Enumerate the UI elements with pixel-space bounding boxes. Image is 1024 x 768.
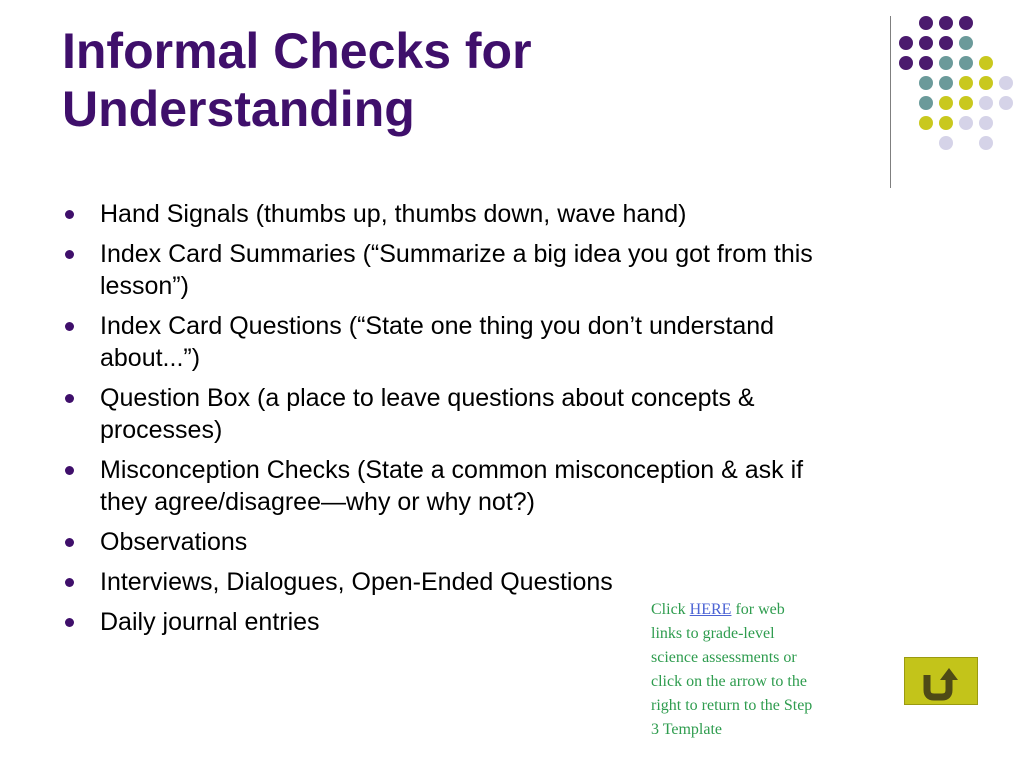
note-line-2: links to grade-level — [651, 625, 775, 642]
bullet-icon — [65, 578, 74, 587]
decorative-dot — [959, 116, 973, 130]
bullet-text: Daily journal entries — [100, 608, 320, 636]
decorative-dot — [959, 76, 973, 90]
bullet-item — [62, 198, 962, 230]
note-line-5: right to return to the Step — [651, 697, 813, 714]
decorative-dot — [939, 56, 953, 70]
bullet-text-continued: processes) — [100, 416, 223, 444]
slide-title-line-1: Informal Checks for — [62, 23, 532, 79]
decorative-dot — [999, 76, 1013, 90]
decorative-dot — [979, 76, 993, 90]
here-link[interactable]: HERE — [689, 601, 732, 618]
decorative-dot — [919, 16, 933, 30]
decorative-dot — [979, 116, 993, 130]
bullet-text: Index Card Questions (“State one thing you don’t understand — [100, 312, 775, 340]
return-to-template-button[interactable] — [904, 657, 978, 705]
decorative-dot — [919, 96, 933, 110]
decorative-dot-grid — [906, 16, 1006, 166]
decorative-dot — [919, 36, 933, 50]
decorative-dot — [919, 76, 933, 90]
bullet-text-continued: they agree/disagree—why or why not?) — [100, 488, 535, 516]
bullet-item — [62, 238, 962, 302]
decorative-dot — [919, 116, 933, 130]
bullet-text: Question Box (a place to leave questions about concepts & — [100, 384, 755, 412]
note-prefix: Click — [651, 601, 686, 618]
bullet-icon — [65, 618, 74, 627]
bullet-item — [62, 310, 962, 374]
bullet-text: Hand Signals (thumbs up, thumbs down, wave hand) — [100, 200, 687, 228]
decorative-dot — [959, 96, 973, 110]
decorative-dot — [939, 96, 953, 110]
note-line-1-rest: for web — [735, 601, 785, 618]
decorative-dot — [899, 36, 913, 50]
bullet-item — [62, 526, 962, 558]
slide-title — [62, 22, 822, 138]
note-line-6: 3 Template — [651, 721, 723, 738]
header-divider — [890, 16, 891, 188]
slide-title-line-2: Understanding — [62, 81, 415, 137]
note-line-3: science assessments or — [651, 649, 797, 666]
bullet-text: Misconception Checks (State a common misconception & ask if — [100, 456, 804, 484]
decorative-dot — [959, 56, 973, 70]
decorative-dot — [899, 56, 913, 70]
decorative-dot — [999, 96, 1013, 110]
bullet-text-continued: lesson”) — [100, 272, 189, 300]
bullet-icon — [65, 538, 74, 547]
bullet-icon — [65, 394, 74, 403]
bullet-item — [62, 454, 962, 518]
bullet-text: Interviews, Dialogues, Open-Ended Questions — [100, 568, 613, 596]
decorative-dot — [979, 96, 993, 110]
u-turn-arrow-icon — [905, 658, 979, 706]
decorative-dot — [939, 36, 953, 50]
note-line-4: click on the arrow to the — [651, 673, 807, 690]
bullet-text: Index Card Summaries (“Summarize a big idea you got from this — [100, 240, 813, 268]
decorative-dot — [939, 116, 953, 130]
decorative-dot — [939, 76, 953, 90]
bullet-item — [62, 382, 962, 446]
decorative-dot — [979, 56, 993, 70]
decorative-dot — [919, 56, 933, 70]
decorative-dot — [979, 136, 993, 150]
bullet-icon — [65, 466, 74, 475]
navigation-note — [651, 598, 863, 742]
bullet-icon — [65, 322, 74, 331]
bullet-item — [62, 566, 962, 598]
decorative-dot — [959, 36, 973, 50]
bullet-text: Observations — [100, 528, 248, 556]
decorative-dot — [959, 16, 973, 30]
decorative-dot — [939, 16, 953, 30]
bullet-list — [62, 198, 962, 646]
bullet-text-continued: about...”) — [100, 344, 201, 372]
decorative-dot — [939, 136, 953, 150]
bullet-icon — [65, 210, 74, 219]
bullet-icon — [65, 250, 74, 259]
